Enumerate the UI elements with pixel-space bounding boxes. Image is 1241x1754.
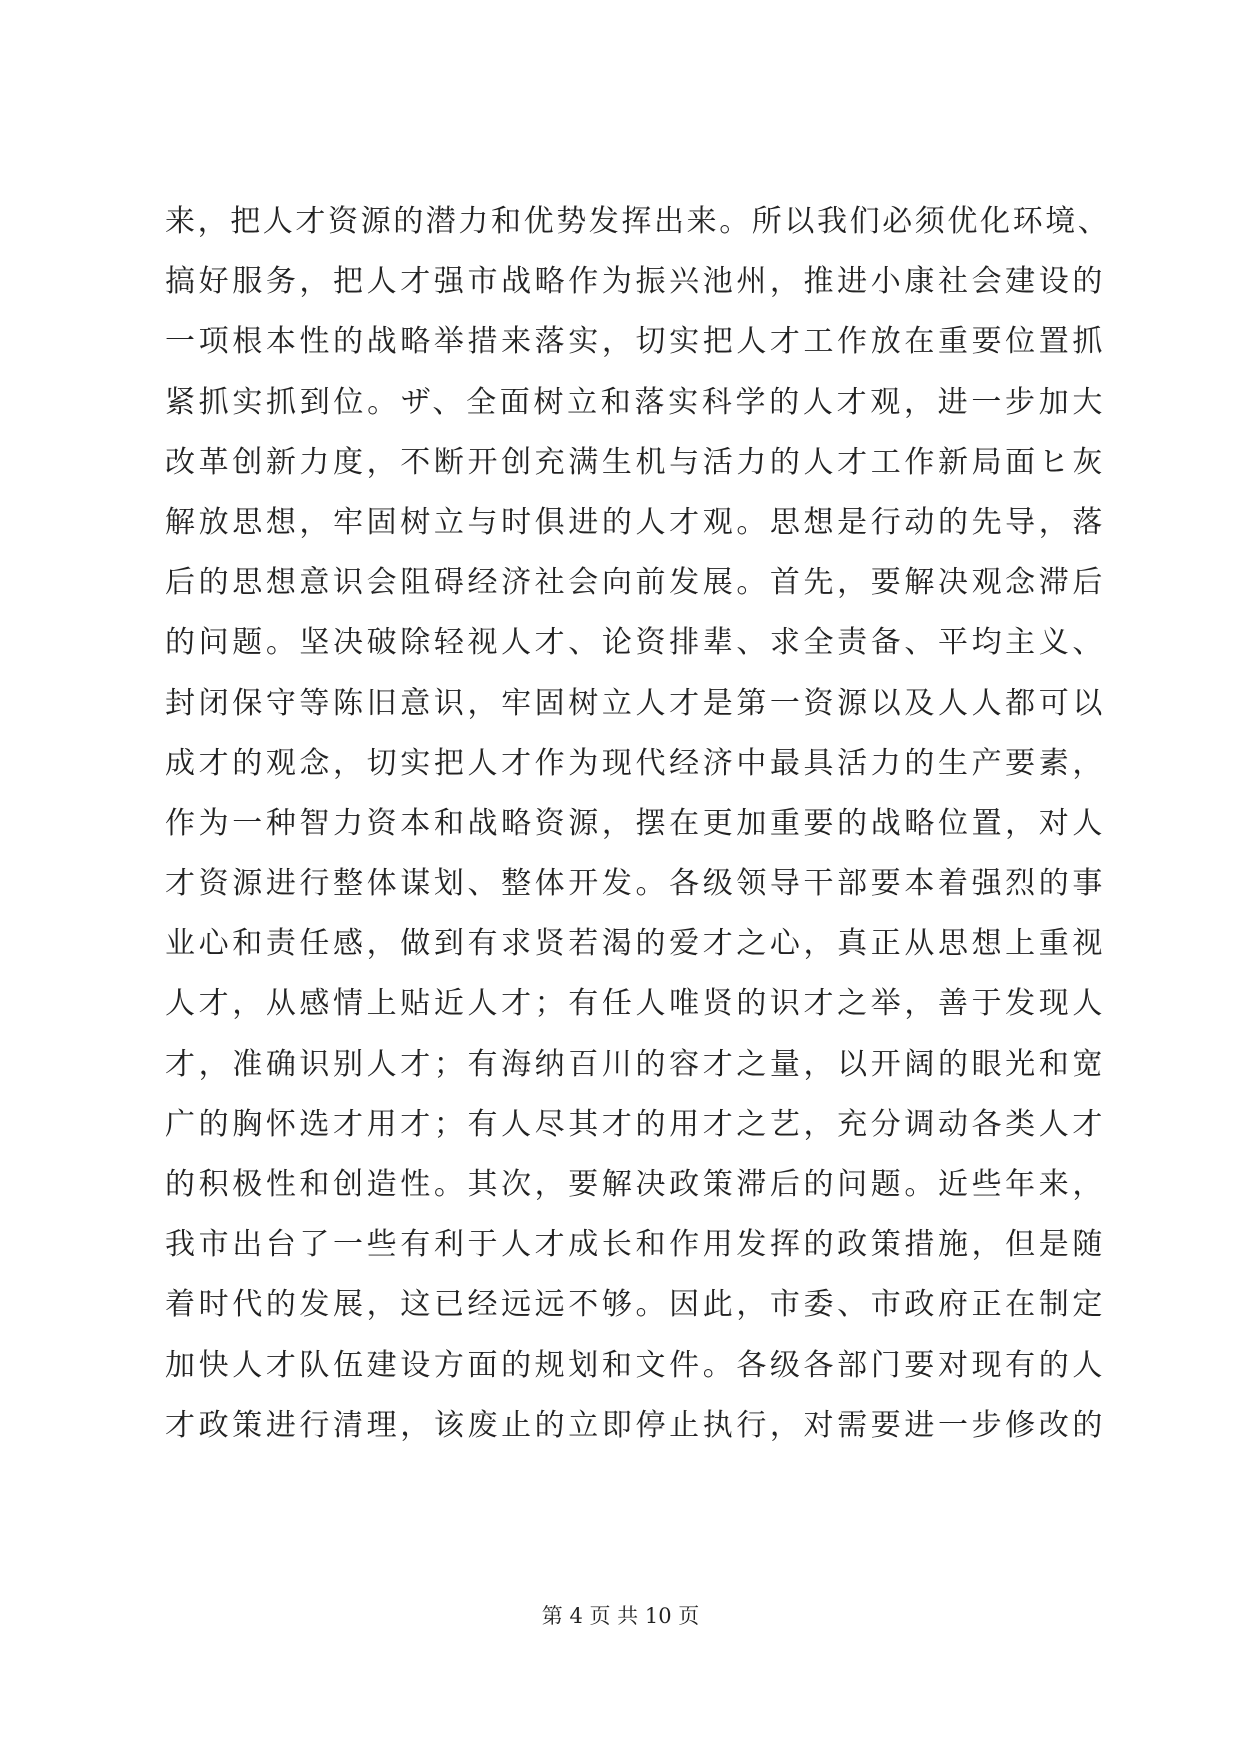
text-line: 着时代的发展，这已经远远不够。因此，市委、市政府正在制定 bbox=[165, 1287, 1105, 1323]
text-line: 搞好服务，把人才强市战略作为振兴池州，推进小康社会建设的 bbox=[165, 264, 1105, 300]
text-line: 解放思想，牢固树立与时俱进的人才观。思想是行动的先导，落 bbox=[165, 504, 1105, 540]
text-line: 我市出台了一些有利于人才成长和作用发挥的政策措施，但是随 bbox=[165, 1227, 1105, 1263]
text-line: 的问题。坚决破除轻视人才、论资排辈、求全责备、平均主义、 bbox=[165, 625, 1105, 661]
text-line: 才政策进行清理，该废止的立即停止执行，对需要进一步修改的 bbox=[165, 1407, 1105, 1443]
page-number: 第 4 页 共 10 页 bbox=[541, 1604, 700, 1628]
text-line: 作为一种智力资本和战略资源，摆在更加重要的战略位置，对人 bbox=[165, 805, 1105, 841]
text-line: 封闭保守等陈旧意识，牢固树立人才是第一资源以及人人都可以 bbox=[165, 685, 1105, 721]
text-line: 才资源进行整体谋划、整体开发。各级领导干部要本着强烈的事 bbox=[165, 866, 1105, 902]
text-line: 后的思想意识会阻碍经济社会向前发展。首先，要解决观念滞后 bbox=[165, 565, 1105, 601]
text-line: 广的胸怀选才用才；有人尽其才的用才之艺，充分调动各类人才 bbox=[165, 1106, 1105, 1142]
text-line: 成才的观念，切实把人才作为现代经济中最具活力的生产要素， bbox=[165, 745, 1105, 781]
text-line: 才，准确识别人才；有海纳百川的容才之量，以开阔的眼光和宽 bbox=[165, 1046, 1105, 1082]
page-footer bbox=[0, 1602, 1241, 1630]
text-line: 人才，从感情上贴近人才；有任人唯贤的识才之举，善于发现人 bbox=[165, 986, 1105, 1022]
text-line: 来，把人才资源的潜力和优势发挥出来。所以我们必须优化环境、 bbox=[165, 204, 1111, 239]
text-line: 紧抓实抓到位。ザ、全面树立和落实科学的人才观，进一步加大 bbox=[165, 384, 1105, 420]
text-line: 加快人才队伍建设方面的规划和文件。各级各部门要对现有的人 bbox=[165, 1347, 1105, 1383]
text-line: 改革创新力度，不断开创充满生机与活力的人才工作新局面ヒ灰 bbox=[165, 444, 1105, 480]
text-line: 业心和责任感，做到有求贤若渴的爱才之心，真正从思想上重视 bbox=[165, 926, 1105, 962]
body-text bbox=[165, 200, 1111, 1464]
text-line: 一项根本性的战略举措来落实，切实把人才工作放在重要位置抓 bbox=[165, 324, 1105, 360]
text-line: 的积极性和创造性。其次，要解决政策滞后的问题。近些年来， bbox=[165, 1167, 1105, 1202]
